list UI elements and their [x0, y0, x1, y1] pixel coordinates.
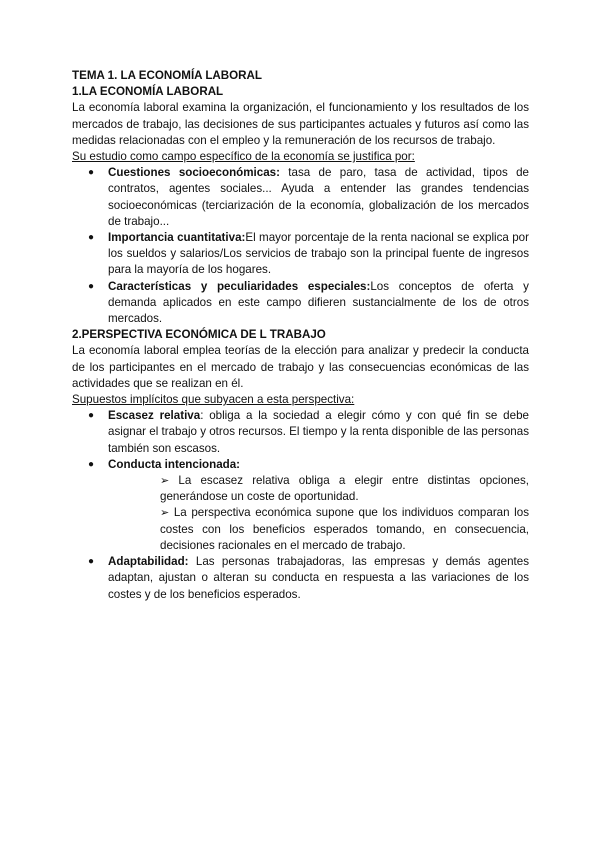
bullet-term: Cuestiones socioeconómicas:: [108, 166, 280, 180]
bullet-icon: ●: [88, 410, 95, 422]
bullet-term: Adaptabilidad:: [108, 555, 189, 569]
section-1-bullet-list: [72, 165, 529, 327]
bullet-term: Características y peculiaridades especiales:: [108, 279, 371, 293]
sub-point-text: La escasez relativa obliga a elegir entre distintas opciones, generándose un coste de oportunidad.: [160, 474, 529, 504]
document-title: TEMA 1. LA ECONOMÍA LABORAL: [72, 69, 262, 82]
list-item: [72, 554, 529, 603]
list-item: [72, 457, 529, 554]
bullet-term: Escasez relativa: [108, 409, 201, 423]
bullet-icon: ●: [88, 556, 95, 568]
bullet-text: Los conceptos de oferta y demanda aplicados en este campo difieren sustancialmente de los de otros mercados.: [108, 279, 529, 326]
list-item: [72, 279, 529, 328]
bullet-term: Importancia cuantitativa:: [108, 231, 246, 245]
arrow-icon: ➢: [160, 507, 170, 520]
bullet-icon: ●: [88, 232, 95, 244]
bullet-icon: ●: [88, 167, 95, 179]
bullet-text: : obliga a la sociedad a elegir cómo y con qué fin se debe asignar el trabajo y otros recursos. El tiempo y la renta disponible de las personas también son escasos.: [108, 409, 529, 455]
section-1-intro: La economía laboral examina la organización, el funcionamiento y los resultados de los mercados de trabajo, las decisiones de sus participantes actuales y futuros así como las medidas relacionadas con el empleo y la remuneración de los recursos de trabajo.: [72, 101, 529, 147]
section-1-justification-label: Su estudio como campo específico de la economía se justifica por:: [72, 150, 415, 164]
section-2-intro: La economía laboral emplea teorías de la elección para analizar y predecir la conducta de los participantes en el mercado de trabajo y las consecuencias económicas de las actividades que se realizan en él.: [72, 344, 529, 390]
list-item: [72, 165, 529, 230]
sub-point: [108, 505, 529, 554]
section-2-heading: 2.PERSPECTIVA ECONÓMICA DE L TRABAJO: [72, 328, 326, 342]
bullet-icon: ●: [88, 458, 95, 470]
arrow-icon: ➢: [160, 475, 170, 488]
bullet-icon: ●: [88, 280, 95, 292]
sub-point: [108, 473, 529, 505]
bullet-text: El mayor porcentaje de la renta nacional se explica por los sueldos y salarios/Los servicios de trabajo son la principal fuente de ingresos para la mayoría de los hogares.: [108, 231, 529, 277]
bullet-term: Conducta intencionada:: [108, 457, 241, 471]
list-item: [72, 230, 529, 279]
sub-point-text: La perspectiva económica supone que los individuos comparan los costes con los beneficios esperados tomando, en consecuencia, decisiones racionales en el mercado de trabajo.: [160, 506, 529, 552]
section-1-heading: 1.LA ECONOMÍA LABORAL: [72, 85, 224, 99]
section-2-assumptions-label: Supuestos implícitos que subyacen a esta perspectiva:: [72, 393, 355, 407]
section-2-bullet-list: [72, 408, 529, 602]
list-item: [72, 408, 529, 457]
bullet-text: tasa de paro, tasa de actividad, tipos de contratos, agentes sociales... Ayuda a entender las grandes tendencias socioeconómicas (terciarización de la economía, globalización de los mercados de trabajo...: [108, 166, 529, 228]
bullet-text: Las personas trabajadoras, las empresas y demás agentes adaptan, ajustan o alteran su conducta en respuesta a las variaciones de los costes y de los beneficios esperados.: [108, 555, 529, 601]
